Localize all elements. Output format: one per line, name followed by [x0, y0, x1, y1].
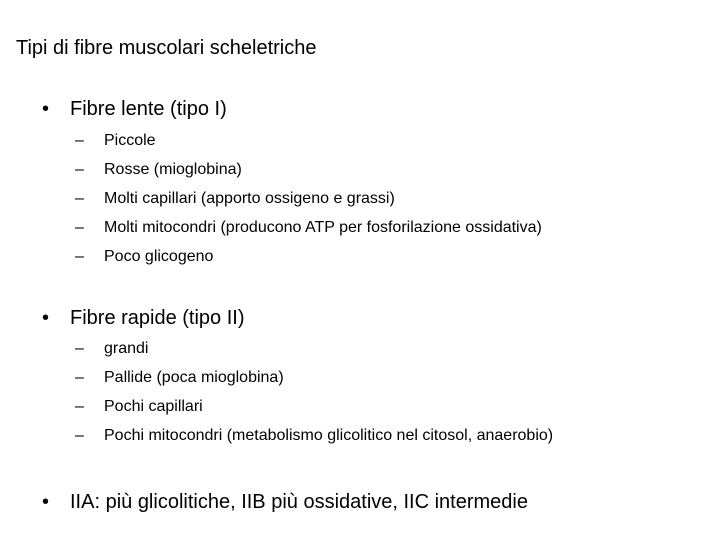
bullet-heading: Fibre lente (tipo I) [70, 98, 227, 120]
bullet-heading: Fibre rapide (tipo II) [70, 307, 245, 329]
list-item-text: Poco glicogeno [104, 248, 214, 265]
dash-symbol: – [75, 369, 84, 386]
list-item [75, 242, 542, 271]
dash-symbol: – [75, 190, 84, 207]
bullet-symbol: • [42, 307, 50, 329]
bullet-symbol: • [42, 98, 50, 120]
dash-symbol: – [75, 161, 84, 178]
list-item [75, 155, 542, 184]
list-item-text: Molti capillari (apporto ossigeno e grassi) [104, 190, 395, 207]
list-item [75, 213, 542, 242]
list-item-text: Molti mitocondri (producono ATP per fosforilazione ossidativa) [104, 219, 542, 236]
dash-symbol: – [75, 340, 84, 357]
list-item-text: Pallide (poca mioglobina) [104, 369, 284, 386]
list-item [75, 184, 542, 213]
bullet-iia-iib-iic [42, 490, 528, 514]
slide-title: Tipi di fibre muscolari scheletriche [16, 37, 317, 59]
list-item [75, 363, 553, 392]
bullet-symbol: • [42, 491, 50, 513]
list-item-text: Rosse (mioglobina) [104, 161, 242, 178]
sublist-fibre-rapide [75, 334, 553, 450]
list-item-text: Pochi mitocondri (metabolismo glicolitico nel citosol, anaerobio) [104, 427, 554, 444]
dash-symbol: – [75, 427, 84, 444]
list-item-text: Pochi capillari [104, 398, 203, 415]
dash-symbol: – [75, 132, 84, 149]
list-item [75, 334, 553, 363]
dash-symbol: – [75, 219, 84, 236]
list-item [75, 126, 542, 155]
list-item-text: Piccole [104, 132, 156, 149]
list-item-text: grandi [104, 340, 149, 357]
bullet-fibre-rapide [42, 306, 245, 330]
dash-symbol: – [75, 248, 84, 265]
list-item [75, 392, 553, 421]
list-item [75, 421, 553, 450]
dash-symbol: – [75, 398, 84, 415]
bullet-heading: IIA: più glicolitiche, IIB più ossidative, IIC intermedie [70, 491, 528, 513]
bullet-fibre-lente [42, 97, 227, 121]
sublist-fibre-lente [75, 126, 542, 271]
